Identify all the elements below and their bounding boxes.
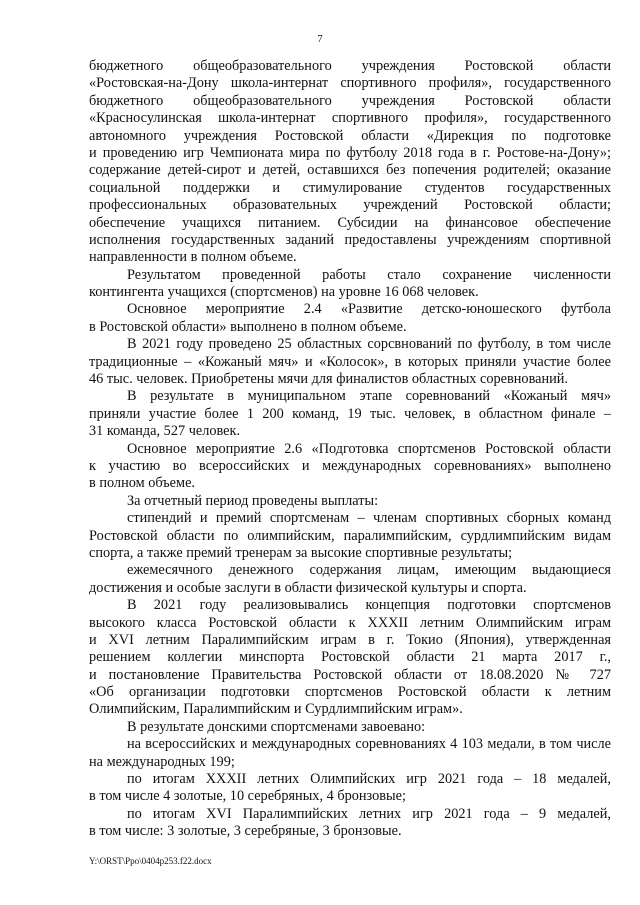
text-line: Основное мероприятие 2.4 «Развитие детско-юношеского футбола <box>127 301 611 318</box>
text-line: на международных 199; <box>89 753 235 770</box>
text-line: «Красносулинская школа-интернат спортивного профиля», государственного <box>89 110 611 127</box>
text-line: ежемесячного денежного содержания лицам, имеющим выдающиеся <box>127 562 611 579</box>
text-line: в Ростовской области» выполнено в полном объеме. <box>89 318 407 335</box>
text-line: В 2021 году реализовывались концепция подготовки спортсменов <box>127 597 611 614</box>
text-line: 31 команда, 527 человек. <box>89 423 241 440</box>
text-line: Олимпийским, Паралимпийским и Сурдлимпийским играм». <box>89 701 463 718</box>
text-line: стипендий и премий спортсменам – членам спортивных сборных команд <box>127 510 611 527</box>
page-number: 7 <box>317 34 323 45</box>
text-line: В результате донскими спортсменами завоевано: <box>127 718 426 735</box>
text-line: к участию во всероссийских и международных соревнованиях» выполнено <box>89 457 611 474</box>
text-line: профессиональных образовательных учреждений Ростовской области; <box>89 197 611 214</box>
text-line: социальной поддержки и стимулирование студентов государственных <box>89 179 611 196</box>
document-body <box>89 58 611 841</box>
text-line: 46 тыс. человек. Приобретены мячи для финалистов областных соревнований. <box>89 371 569 388</box>
text-line: В 2021 году проведено 25 областных сорсвнований по футболу, в том числе <box>127 336 611 353</box>
text-line: высокого класса Ростовской области к ХХХII летним Олимпийским играм <box>89 614 611 631</box>
text-line: и постановление Правительства Ростовской области от 18.08.2020 № 727 <box>89 666 611 683</box>
text-line: контингента учащихся (спортсменов) на уровне 16 068 человек. <box>89 284 479 301</box>
text-line: по итогам ХХХII летних Олимпийских игр 2021 года – 18 медалей, <box>127 771 611 788</box>
text-line: на всероссийских и международных соревнованиях 4 103 медали, в том числе <box>127 736 611 753</box>
text-line: в том числе: 3 золотые, 3 серебряные, 3 бронзовые. <box>89 823 402 840</box>
text-line: традиционные – «Кожаный мяч» и «Колосок», в которых приняли участие более <box>89 353 611 370</box>
text-line: бюджетного общеобразовательного учреждения Ростовской области <box>89 92 611 109</box>
text-line: и проведению игр Чемпионата мира по футболу 2018 года в г. Ростове-на-Дону»; <box>89 144 611 161</box>
footer-file-path: Y:\ORST\Ppo\0404p253.f22.docx <box>89 856 212 866</box>
text-line: «Об организации подготовки спортсменов Ростовской области к летним <box>89 684 611 701</box>
text-line: «Ростовская-на-Дону школа-интернат спортивного профиля», государственного <box>89 75 611 92</box>
text-line: За отчетный период проведены выплаты: <box>127 492 379 509</box>
text-line: направленности в полном объеме. <box>89 249 297 266</box>
text-line: и XVI летним Паралимпийским играм в г. Токио (Япония), утвержденная <box>89 631 611 648</box>
text-line: спорта, а также премий тренерам за высокие спортивные результаты; <box>89 544 513 561</box>
text-line: содержание детей-сирот и детей, оставшихся без попечения родителей; оказание <box>89 162 611 179</box>
text-line: обеспечение учащихся питанием. Субсидии на финансовое обеспечение <box>89 214 611 231</box>
text-line: в полном объеме. <box>89 475 195 492</box>
text-line: Результатом проведенной работы стало сохранение численности <box>127 266 611 283</box>
text-line: в том числе 4 золотые, 10 серебряных, 4 бронзовые; <box>89 788 406 805</box>
text-line: достижения и особые заслуги в области физической культуры и спорта. <box>89 579 527 596</box>
text-line: решением коллегии минспорта Ростовской области 21 марта 2017 г., <box>89 649 611 666</box>
text-line: Основное мероприятие 2.6 «Подготовка спортсменов Ростовской области <box>127 440 611 457</box>
text-line: исполнения государственных заданий предоставлены учреждениям спортивной <box>89 231 611 248</box>
text-line: бюджетного общеобразовательного учреждения Ростовской области <box>89 58 611 74</box>
text-line: по итогам XVI Паралимпийских летних игр 2021 года – 9 медалей, <box>127 805 611 822</box>
text-line: Ростовской области по олимпийским, паралимпийским, сурдлимпийским видам <box>89 527 611 544</box>
text-line: автономного учреждения Ростовской области «Дирекция по подготовке <box>89 127 611 144</box>
text-line: приняли участие более 1 200 команд, 19 тыс. человек, в областном финале – <box>89 405 611 422</box>
text-line: В результате в муниципальном этапе соревнований «Кожаный мяч» <box>127 388 611 405</box>
